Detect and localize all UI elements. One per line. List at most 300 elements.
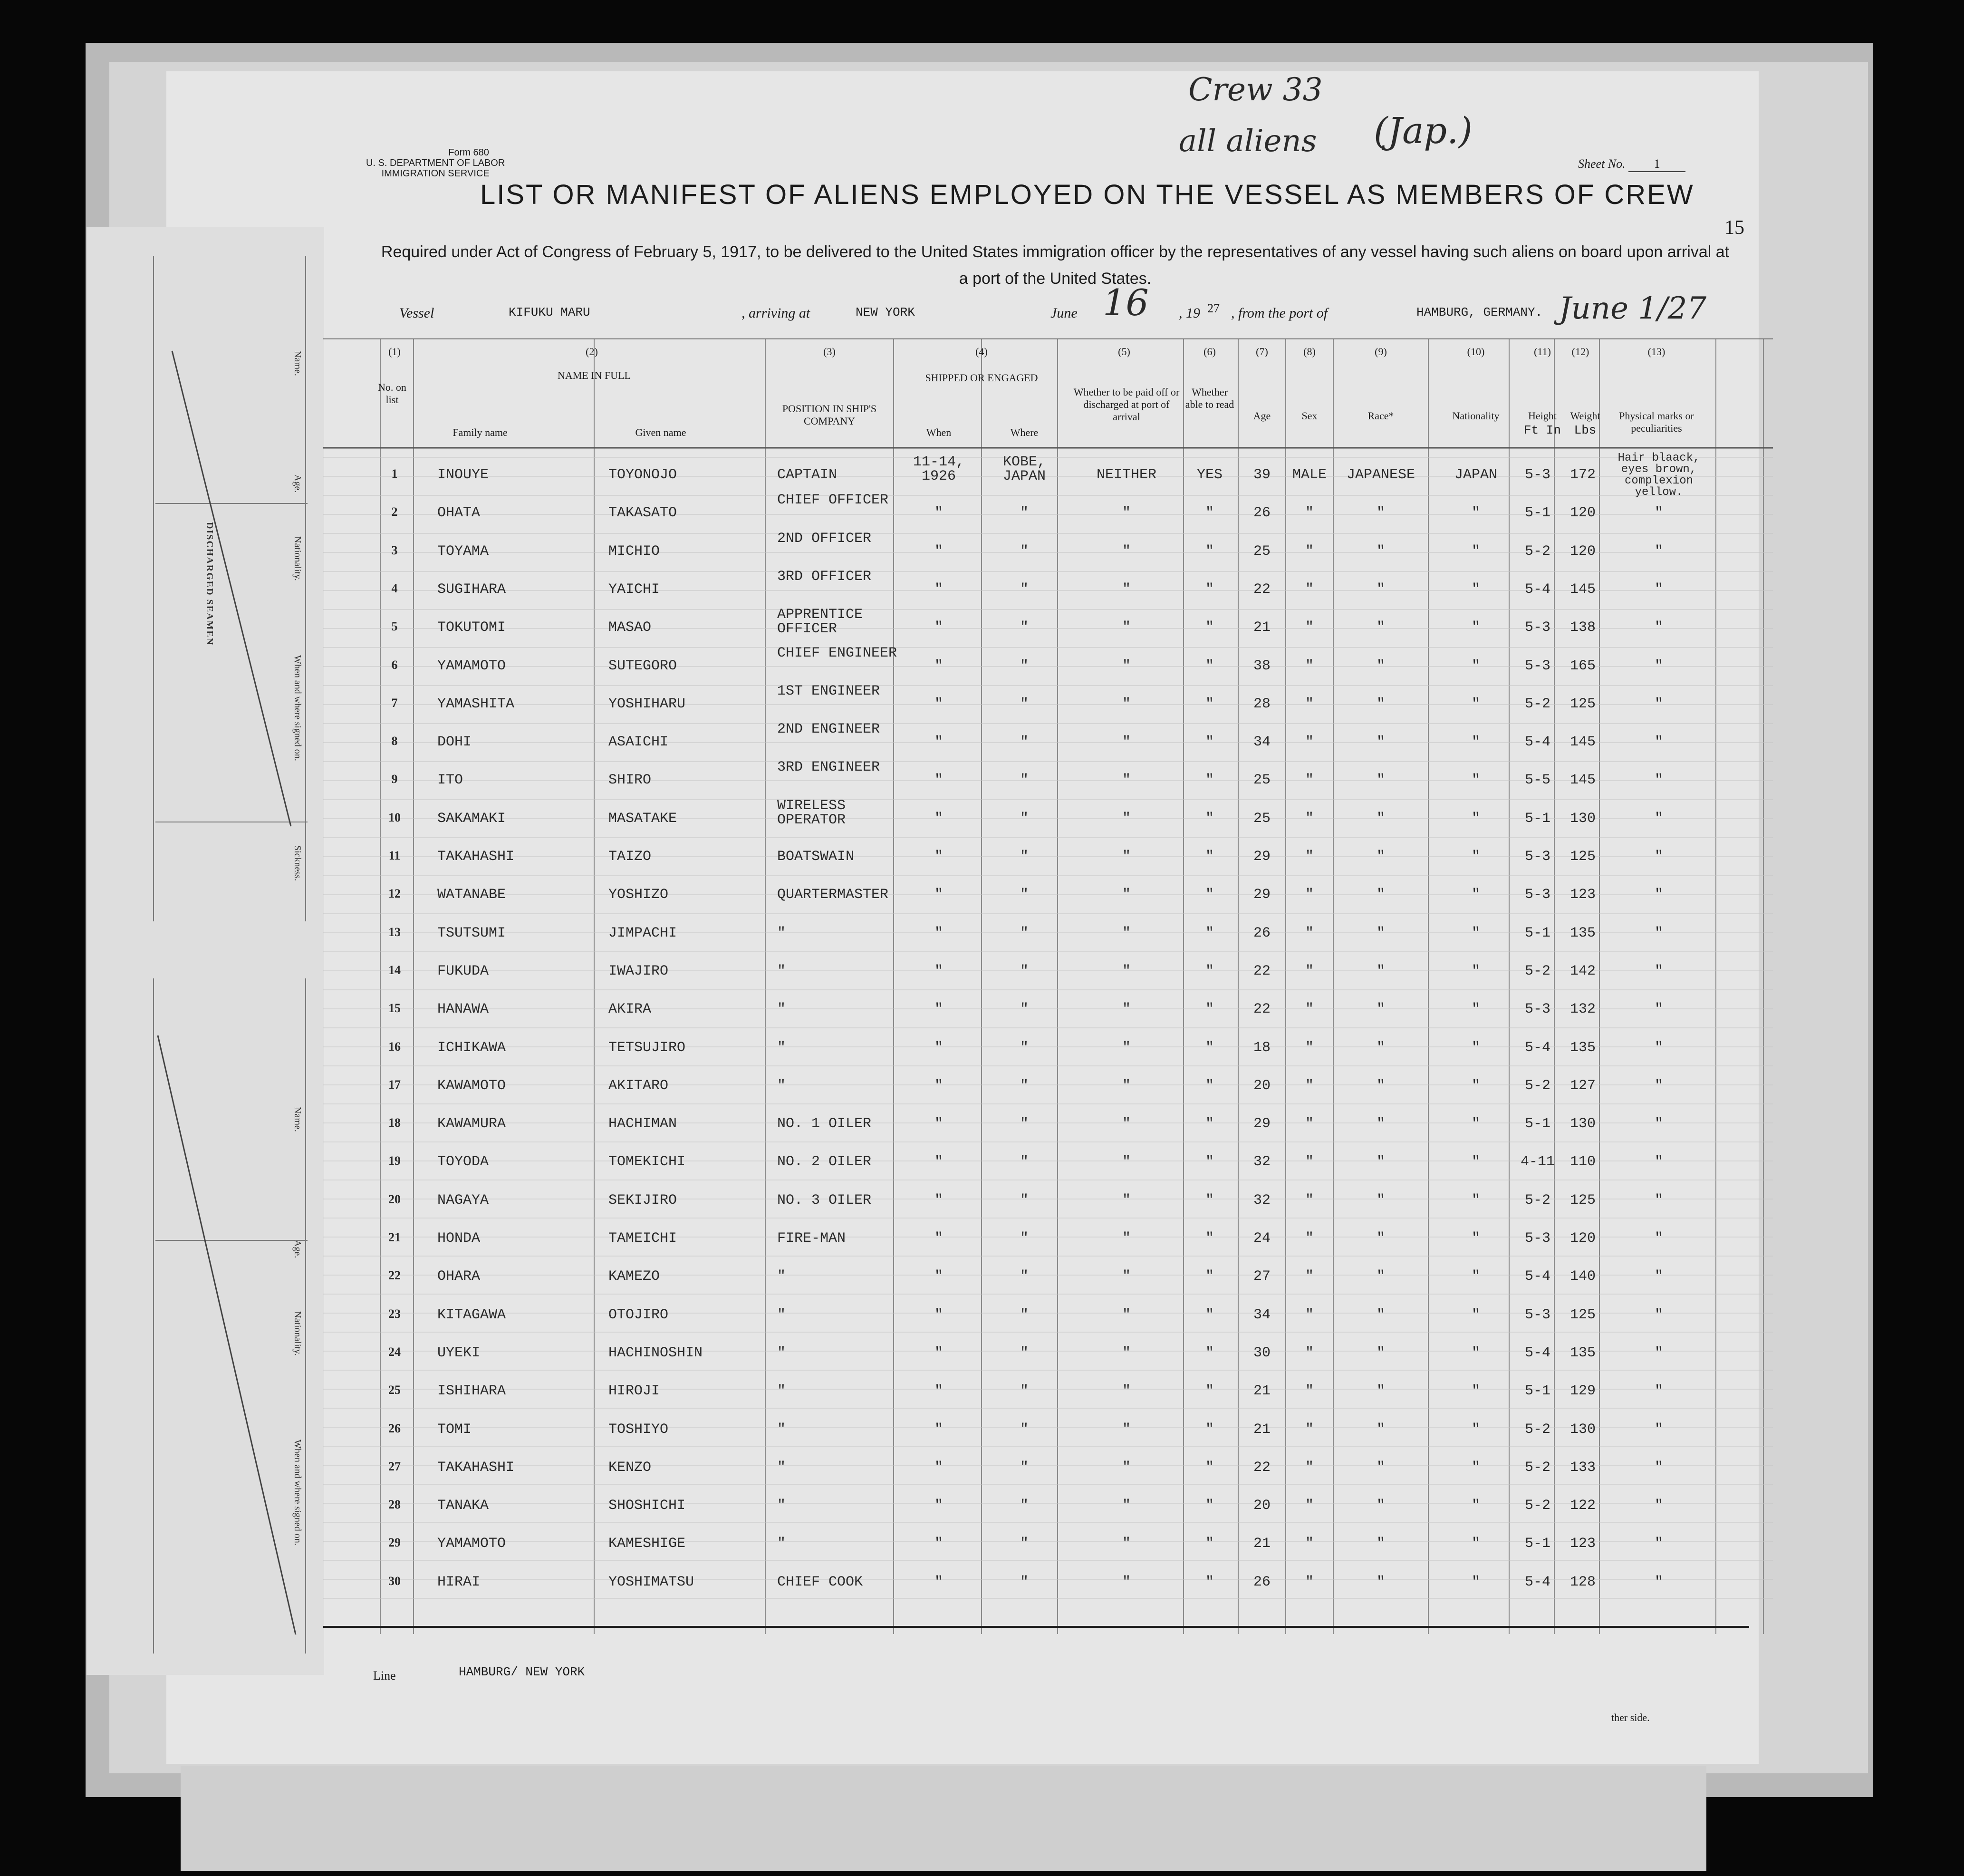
cell-read: " — [1205, 1001, 1214, 1018]
cell-when: " — [934, 1268, 943, 1285]
cell-read: " — [1205, 963, 1214, 979]
cell-paid: " — [1122, 734, 1131, 751]
cell-no: 18 — [388, 1116, 401, 1130]
cell-family: TOYODA — [437, 1154, 489, 1170]
cell-no: 20 — [388, 1192, 401, 1206]
cell-sex: " — [1305, 696, 1314, 712]
cell-nat: " — [1471, 1536, 1480, 1552]
cell-age: 26 — [1253, 925, 1271, 941]
cell-position: BOATSWAIN — [777, 849, 855, 865]
cell-weight: 125 — [1569, 1192, 1596, 1209]
cell-height: 5-3 — [1524, 1306, 1550, 1323]
cell-nat: " — [1471, 734, 1480, 751]
cell-where: " — [1020, 772, 1029, 789]
cell-weight: 138 — [1569, 619, 1596, 636]
table-row — [323, 839, 1782, 877]
cell-age: 34 — [1253, 1306, 1271, 1323]
cell-family: KITAGAWA — [437, 1306, 506, 1323]
cell-given: SHOSHICHI — [608, 1498, 686, 1514]
cell-age: 29 — [1253, 1116, 1271, 1132]
cell-weight: 122 — [1569, 1498, 1596, 1514]
arrival-day: 16 — [1103, 281, 1149, 324]
cell-marks: " — [1654, 772, 1663, 789]
cell-family: TSUTSUMI — [437, 925, 506, 941]
cell-no: 4 — [391, 581, 398, 595]
cell-where: " — [1020, 543, 1029, 560]
col-num-2: (2) — [586, 346, 598, 358]
cell-paid: " — [1122, 1116, 1131, 1132]
cell-paid: " — [1122, 1383, 1131, 1400]
cell-weight: 123 — [1569, 887, 1596, 903]
col-num-11: (11) — [1534, 346, 1551, 358]
cell-read: " — [1205, 1116, 1214, 1132]
cell-paid: " — [1122, 772, 1131, 789]
cell-race: " — [1376, 810, 1385, 827]
col-head-race: Race* — [1367, 410, 1394, 422]
table-row — [323, 1106, 1782, 1144]
cell-marks: " — [1654, 1039, 1663, 1056]
cell-race: " — [1376, 1154, 1385, 1170]
cell-paid: " — [1122, 1498, 1131, 1514]
cell-paid: " — [1122, 543, 1131, 560]
table-row — [323, 568, 1782, 610]
table-row — [323, 1030, 1782, 1068]
cell-age: 25 — [1253, 772, 1271, 789]
cell-no: 29 — [388, 1536, 401, 1550]
cell-read: " — [1205, 543, 1214, 560]
cell-when: " — [934, 1039, 943, 1056]
cell-family: SUGIHARA — [437, 581, 506, 598]
cell-read: " — [1205, 619, 1214, 636]
col-num-1: (1) — [388, 346, 401, 358]
cell-when: " — [934, 543, 943, 560]
cell-given: TOSHIYO — [608, 1421, 669, 1438]
cell-weight: 125 — [1569, 849, 1596, 865]
col-head-where: Where — [1010, 426, 1039, 438]
cell-weight: 140 — [1569, 1268, 1596, 1285]
cell-read: " — [1205, 772, 1214, 789]
cell-age: 21 — [1253, 1536, 1271, 1552]
cell-read: " — [1205, 1383, 1214, 1400]
cell-nat: " — [1471, 619, 1480, 636]
col-head-when: When — [926, 426, 952, 438]
cell-given: YOSHIZO — [608, 887, 669, 903]
cell-when: " — [934, 658, 943, 674]
cell-when: " — [934, 581, 943, 598]
cell-height: 5-1 — [1524, 1383, 1550, 1400]
cell-nat: " — [1471, 1421, 1480, 1438]
col-num-5: (5) — [1118, 346, 1130, 358]
nationality-note: (Jap.) — [1374, 109, 1473, 152]
cell-given: OTOJIRO — [608, 1306, 669, 1323]
cell-race: " — [1376, 1039, 1385, 1056]
cell-no: 25 — [388, 1383, 401, 1397]
from-port-label: , from the port of — [1231, 305, 1328, 321]
col-head-weight: Weight — [1570, 410, 1600, 422]
cell-given: MASAO — [608, 619, 652, 636]
cell-family: ISHIHARA — [437, 1383, 506, 1400]
cell-marks: " — [1654, 1344, 1663, 1361]
cell-family: ITO — [437, 772, 463, 789]
cell-position: 2ND ENGINEER — [777, 721, 880, 738]
cell-age: 26 — [1253, 1574, 1271, 1590]
cell-weight: 120 — [1569, 1230, 1596, 1247]
cell-age: 34 — [1253, 734, 1271, 751]
cell-when: " — [934, 1574, 943, 1590]
cell-sex: " — [1305, 1001, 1314, 1018]
col-head-shipped: SHIPPED OR ENGAGED — [925, 372, 1038, 384]
cell-height: 5-2 — [1524, 1498, 1550, 1514]
cell-nat: " — [1471, 1077, 1480, 1094]
cell-family: OHATA — [437, 505, 481, 522]
flap-label-name: Name. — [292, 351, 303, 376]
table-row — [323, 645, 1782, 687]
table-row — [323, 1259, 1782, 1297]
cell-nat: " — [1471, 1230, 1480, 1247]
cell-marks: " — [1654, 1383, 1663, 1400]
cell-weight: 130 — [1569, 810, 1596, 827]
cell-nat: " — [1471, 887, 1480, 903]
cell-paid: " — [1122, 1230, 1131, 1247]
flap-label-age-2: Age. — [292, 1240, 303, 1258]
cell-given: AKITARO — [608, 1077, 669, 1094]
cell-marks: " — [1654, 1001, 1663, 1018]
cell-read: YES — [1196, 467, 1223, 483]
cell-weight: 125 — [1569, 696, 1596, 712]
cell-height: 5-2 — [1524, 696, 1550, 712]
form-number: Form 680 — [448, 147, 489, 158]
cell-family: WATANABE — [437, 887, 506, 903]
cell-given: HIROJI — [608, 1383, 660, 1400]
cell-age: 24 — [1253, 1230, 1271, 1247]
cell-sex: " — [1305, 1459, 1314, 1476]
cell-paid: " — [1122, 1536, 1131, 1552]
cell-marks: " — [1654, 1230, 1663, 1247]
cell-marks: " — [1654, 619, 1663, 636]
form-title: LIST OR MANIFEST OF ALIENS EMPLOYED ON THE VESSEL AS MEMBERS OF CREW — [480, 179, 1694, 210]
discharged-seamen-flap — [87, 227, 324, 1675]
table-row — [323, 683, 1782, 725]
form-requirement: Required under Act of Congress of February 5, 1917, to be delivered to the United States immigration officer by the representatives of any vessel having such aliens on board upon arrival at a port of the United States. — [381, 243, 1730, 288]
cell-read: " — [1205, 1192, 1214, 1209]
cell-weight: 132 — [1569, 1001, 1596, 1018]
cell-where: " — [1020, 1039, 1029, 1056]
cell-age: 32 — [1253, 1192, 1271, 1209]
cell-no: 27 — [388, 1459, 401, 1473]
cell-where: " — [1020, 849, 1029, 865]
cell-where: " — [1020, 1574, 1029, 1590]
cell-race: " — [1376, 1268, 1385, 1285]
cell-no: 28 — [388, 1498, 401, 1512]
cell-height: 5-2 — [1524, 1192, 1550, 1209]
bottom-strip — [181, 1766, 1706, 1871]
cell-where: " — [1020, 1001, 1029, 1018]
cell-weight: 130 — [1569, 1116, 1596, 1132]
table-row — [323, 1183, 1782, 1221]
cell-height: 5-3 — [1524, 467, 1550, 483]
cell-age: 25 — [1253, 810, 1271, 827]
cell-read: " — [1205, 1498, 1214, 1514]
cell-given: KAMESHIGE — [608, 1536, 686, 1552]
cell-no: 2 — [391, 505, 398, 519]
cell-height: 5-4 — [1524, 1574, 1550, 1590]
col-head-weight-units: Lbs — [1574, 423, 1597, 437]
cell-race: " — [1376, 1459, 1385, 1476]
cell-weight: 142 — [1569, 963, 1596, 979]
cell-given: YAICHI — [608, 581, 660, 598]
cell-no: 3 — [391, 543, 398, 557]
cell-paid: " — [1122, 1077, 1131, 1094]
cell-family: DOHI — [437, 734, 472, 751]
cell-paid: " — [1122, 619, 1131, 636]
cell-race: " — [1376, 1192, 1385, 1209]
cell-given: SUTEGORO — [608, 658, 677, 674]
line-label: Line — [373, 1669, 396, 1683]
cell-marks: " — [1654, 849, 1663, 865]
cell-family: TOMI — [437, 1421, 472, 1438]
cell-height: 5-4 — [1524, 1039, 1550, 1056]
cell-height: 5-3 — [1524, 619, 1550, 636]
cell-sex: " — [1305, 1268, 1314, 1285]
cell-weight: 125 — [1569, 1306, 1596, 1323]
cell-weight: 172 — [1569, 467, 1596, 483]
cell-race: " — [1376, 1536, 1385, 1552]
cell-nat: " — [1471, 925, 1480, 941]
table-row — [323, 492, 1782, 533]
cell-height: 5-1 — [1524, 1536, 1550, 1552]
cell-where: " — [1020, 1154, 1029, 1170]
cell-read: " — [1205, 1421, 1214, 1438]
cell-marks: " — [1654, 734, 1663, 751]
cell-family: YAMASHITA — [437, 696, 515, 712]
cell-family: YAMAMOTO — [437, 1536, 506, 1552]
cell-weight: 135 — [1569, 1344, 1596, 1361]
cell-race: " — [1376, 658, 1385, 674]
cell-sex: MALE — [1292, 467, 1327, 483]
cell-age: 28 — [1253, 696, 1271, 712]
cell-where: " — [1020, 696, 1029, 712]
cell-given: YOSHIHARU — [608, 696, 686, 712]
cell-position: " — [777, 1498, 786, 1514]
cell-race: " — [1376, 849, 1385, 865]
cell-when: " — [934, 772, 943, 789]
cell-weight: 120 — [1569, 505, 1596, 522]
cell-position: 3RD OFFICER — [777, 568, 872, 585]
cell-family: INOUYE — [437, 467, 489, 483]
cell-where: KOBE, JAPAN — [1002, 454, 1046, 484]
cell-age: 20 — [1253, 1498, 1271, 1514]
flap-label-signed-on: When and where signed on. — [292, 655, 303, 761]
cell-sex: " — [1305, 1077, 1314, 1094]
cell-paid: " — [1122, 1574, 1131, 1590]
col-num-7: (7) — [1256, 346, 1268, 358]
cell-paid: " — [1122, 849, 1131, 865]
cell-position: FIRE-MAN — [777, 1230, 846, 1247]
cell-no: 11 — [388, 849, 401, 862]
cell-read: " — [1205, 505, 1214, 522]
cell-marks: " — [1654, 963, 1663, 979]
col-num-6: (6) — [1203, 346, 1216, 358]
cell-race: " — [1376, 1001, 1385, 1018]
cell-family: HONDA — [437, 1230, 481, 1247]
vessel-name: KIFUKU MARU — [509, 305, 590, 319]
col-head-paid-off: Whether to be paid off or discharged at port of arrival — [1073, 386, 1180, 423]
cell-family: TOYAMA — [437, 543, 489, 560]
discharged-seamen-label: DISCHARGED SEAMEN — [204, 522, 215, 646]
cell-paid: " — [1122, 1459, 1131, 1476]
cell-age: 20 — [1253, 1077, 1271, 1094]
cell-age: 29 — [1253, 887, 1271, 903]
cell-marks: " — [1654, 658, 1663, 674]
cell-marks: " — [1654, 925, 1663, 941]
cell-height: 5-2 — [1524, 543, 1550, 560]
cell-read: " — [1205, 1039, 1214, 1056]
cell-when: " — [934, 810, 943, 827]
cell-race: " — [1376, 1116, 1385, 1132]
cell-family: KAWAMURA — [437, 1116, 506, 1132]
cell-race: " — [1376, 1077, 1385, 1094]
cell-no: 23 — [388, 1306, 401, 1321]
cell-marks: " — [1654, 1306, 1663, 1323]
cell-given: ASAICHI — [608, 734, 669, 751]
cell-nat: " — [1471, 772, 1480, 789]
cell-no: 7 — [391, 696, 398, 710]
cell-height: 5-4 — [1524, 1344, 1550, 1361]
table-row — [323, 1565, 1782, 1603]
cell-race: " — [1376, 1230, 1385, 1247]
cell-where: " — [1020, 1077, 1029, 1094]
cell-given: MICHIO — [608, 543, 660, 560]
cell-no: 30 — [388, 1574, 401, 1588]
cell-where: " — [1020, 1536, 1029, 1552]
table-row — [323, 721, 1782, 763]
table-row — [323, 607, 1782, 648]
cell-nat: " — [1471, 1574, 1480, 1590]
cell-nat: " — [1471, 543, 1480, 560]
col-head-read: Whether able to read — [1185, 386, 1234, 410]
cell-position: " — [777, 1039, 786, 1056]
year-suffix: 27 — [1207, 301, 1220, 315]
cell-no: 14 — [388, 963, 401, 977]
arrival-month: June — [1050, 305, 1078, 321]
cell-paid: " — [1122, 1344, 1131, 1361]
cell-weight: 128 — [1569, 1574, 1596, 1590]
cell-read: " — [1205, 1154, 1214, 1170]
cell-position: CHIEF OFFICER — [777, 492, 889, 509]
cell-given: YOSHIMATSU — [608, 1574, 694, 1590]
cell-height: 5-3 — [1524, 887, 1550, 903]
cell-position: " — [777, 1383, 786, 1400]
cell-nat: " — [1471, 1001, 1480, 1018]
cell-sex: " — [1305, 1498, 1314, 1514]
cell-position: " — [777, 1536, 786, 1552]
cell-height: 5-1 — [1524, 810, 1550, 827]
cell-position: " — [777, 1421, 786, 1438]
cell-marks: " — [1654, 1536, 1663, 1552]
cell-where: " — [1020, 1268, 1029, 1285]
see-other-side-note: ther side. — [1611, 1712, 1650, 1723]
cell-weight: 165 — [1569, 658, 1596, 674]
cell-age: 26 — [1253, 505, 1271, 522]
table-row — [323, 759, 1782, 801]
cell-sex: " — [1305, 849, 1314, 865]
cell-marks: " — [1654, 1421, 1663, 1438]
service-name: IMMIGRATION SERVICE — [381, 168, 490, 179]
cell-height: 5-3 — [1524, 1001, 1550, 1018]
cell-read: " — [1205, 1306, 1214, 1323]
cell-race: " — [1376, 925, 1385, 941]
cell-where: " — [1020, 1192, 1029, 1209]
cell-nat: " — [1471, 1383, 1480, 1400]
cell-given: TAKASATO — [608, 505, 677, 522]
cell-family: TANAKA — [437, 1498, 489, 1514]
cell-paid: " — [1122, 1154, 1131, 1170]
year-prefix: , 19 — [1179, 305, 1200, 321]
col-num-9: (9) — [1375, 346, 1387, 358]
cell-position: " — [777, 1459, 786, 1476]
cell-height: 5-2 — [1524, 1077, 1550, 1094]
cell-sex: " — [1305, 1383, 1314, 1400]
cell-nat: " — [1471, 696, 1480, 712]
crew-count-note: Crew 33 — [1188, 71, 1323, 108]
cell-read: " — [1205, 810, 1214, 827]
cell-race: " — [1376, 887, 1385, 903]
cell-given: IWAJIRO — [608, 963, 669, 979]
sheet-number — [1578, 157, 1685, 172]
cell-sex: " — [1305, 1574, 1314, 1590]
cell-when: " — [934, 1536, 943, 1552]
cell-when: " — [934, 925, 943, 941]
cell-where: " — [1020, 734, 1029, 751]
cell-sex: " — [1305, 1039, 1314, 1056]
table-row — [323, 1221, 1782, 1259]
cell-read: " — [1205, 1268, 1214, 1285]
table-row — [323, 1488, 1782, 1526]
cell-when: " — [934, 1306, 943, 1323]
cell-paid: " — [1122, 505, 1131, 522]
flap-label-name-2: Name. — [292, 1107, 303, 1132]
cell-family: HANAWA — [437, 1001, 489, 1018]
cell-read: " — [1205, 734, 1214, 751]
cell-race: " — [1376, 1344, 1385, 1361]
cell-race: " — [1376, 581, 1385, 598]
cell-race: " — [1376, 1498, 1385, 1514]
cell-height: 5-1 — [1524, 505, 1550, 522]
department-name: U. S. DEPARTMENT OF LABOR — [366, 158, 505, 168]
cell-sex: " — [1305, 1154, 1314, 1170]
cell-marks: " — [1654, 1077, 1663, 1094]
cell-nat: " — [1471, 1498, 1480, 1514]
vessel-line — [399, 281, 1725, 326]
cell-sex: " — [1305, 1230, 1314, 1247]
date-note: June 1/27 — [1559, 291, 1707, 326]
cell-nat: " — [1471, 1116, 1480, 1132]
cell-marks: " — [1654, 1154, 1663, 1170]
cell-position: " — [777, 925, 786, 941]
cell-height: 5-1 — [1524, 1116, 1550, 1132]
cell-no: 12 — [388, 887, 401, 901]
cell-position: 1ST ENGINEER — [777, 683, 880, 699]
cell-when: " — [934, 1230, 943, 1247]
cell-race: " — [1376, 696, 1385, 712]
table-row — [323, 916, 1782, 954]
cell-marks: " — [1654, 1574, 1663, 1590]
cell-read: " — [1205, 1574, 1214, 1590]
cell-no: 15 — [388, 1001, 401, 1015]
cell-read: " — [1205, 1459, 1214, 1476]
cell-where: " — [1020, 1306, 1029, 1323]
cell-sex: " — [1305, 619, 1314, 636]
